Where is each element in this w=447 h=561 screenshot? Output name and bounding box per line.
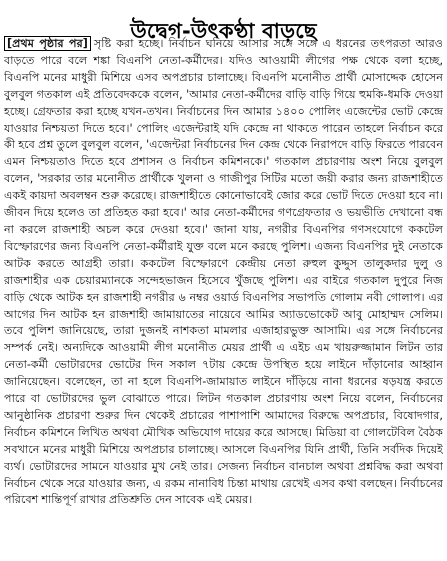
article-body-text: সৃষ্টি করা হচ্ছে। নির্বাচন ঘনিয়ে আসার সঙ্গে সঙ্গে এ ধরনের তৎপরতা আরও বাড়তে পারে বলে শঙ্কা বিএনপি নেতা-কর্মীদের। যদিও আওয়ামী লীগের পক্ষ থেকে বলা হচ্ছে, বিএনপি মনের মাধুরী মিশিয়ে এসব অপপ্রচার চালাচ্ছে। বিএনপি মনোনীত প্রার্থী মোসাদ্দেক হোসেন বুলবুল গতকাল এই প্রতিবেদককে বলেন, 'আমার নেতা-কর্মীদের বাড়ি বাড়ি গিয়ে হুমকি-ধমকি দেওয়া হচ্ছে। গ্রেফতার করা হচ্ছে যখন-তখন। নির্বাচনের দিন আমার ১৪০০ পোলিং এজেন্টের ভোট কেন্দ্রে যাওয়ার নিশ্চয়তা দিতে হবে।' পোলিং এজেন্টরাই যদি কেন্দ্রে না থাকতে পারেন তাহলে নির্বাচন করে কী হবে প্রশ্ন তুলে বুলবুল বলেন, 'এজেন্টরা নির্বাচনের দিন কেন্দ্র থেকে নিরাপদে বাড়ি ফিরতে পারবেন এমন নিশ্চয়তাও দিতে হবে প্রশাসন ও নির্বাচন কমিশনকে।' গতকাল প্রচারণায় অংশ নিয়ে বুলবুল বলেন, 'সরকার তার মনোনীত প্রার্থীকে খুলনা ও গাজীপুর সিটির মতো জয়ী করার জন্য রাজশাহীতে একই কায়দা অবলম্বন শুরু করেছে। রাজশাহীতে কোনোভাবেই জোর করে ভোট দিতে দেওয়া হবে না। জীবন দিয়ে হলেও তা প্রতিহত করা হবে।' আর নেতা-কর্মীদের গণগ্রেফতার ও ভয়ভীতি দেখানো বন্ধ না করলে রাজশাহী অচল করে দেওয়া হবে।' জানা যায়, নগরীর বিএনপির গণসংযোগে ককটেল বিস্ফোরণের জন্য বিএনপি নেতা-কর্মীরাই যুক্ত বলে মনে করছে পুলিশ। এজন্য বিএনপির দুই নেতাকে আটক করতে আগ্রহী তারা। ককটেল বিস্ফোরণে কেন্দ্রীয় নেতা রুহুল কুদ্দুস তালুকদার দুলু ও রাজশাহীর এক চেয়ারম্যানকে সন্দেহভাজন হিসেবে খুঁজছে পুলিশ। এর বাইরে গতকাল দুপুরে নিজ বাড়ি থেকে আটক হন রাজশাহী নগরীর ৬ নম্বর ওয়ার্ড বিএনপির সভাপতি গোলাম নবী গোলাপ। এর আগের দিন আটক হন রাজশাহী জামায়াতের নায়েবে আমির অ্যাডভোকেট আবু মোহাম্মদ সেলিম। তবে পুলিশ জানিয়েছে, তারা দুজনই নাশকতা মামলার এজাহারভুক্ত আসামি। এর সঙ্গে নির্বাচনের সম্পর্ক নেই। অন্যদিকে আওয়ামী লীগ মনোনীত মেয়র প্রার্থী এ এইচ এম খায়রুজ্জামান লিটন তার নেতা-কর্মী ভোটারদের ভোটের দিন সকাল ৭টায় কেন্দ্রে উপস্থিত হয়ে লাইনে দাঁড়ানোর আহ্বান জানিয়েছেন। বলেছেন, তা না হলে বিএনপি-জামায়াত লাইনে দাঁড়িয়ে নানা ধরনের ষড়যন্ত্র করতে পারে বা ভোটারদের ভুল বোঝাতে পারে। লিটন গতকাল প্রচারণায় অংশ নিয়ে বলেন, নির্বাচনের আনুষ্ঠানিক প্রচারণা শুরুর দিন থেকেই প্রচারের পাশাপাশি আমাদের বিরুদ্ধে অপপ্রচার, বিষোদগার, নির্বাচন কমিশনে লিখিত অথবা মৌখিক অভিযোগ দায়ের করে আসছে। মিডিয়া বা গোলটেবিল বৈঠক সবখানে মনের মাধুরী মিশিয়ে অপপ্রচার চালাচ্ছে। আসলে বিএনপির যিনি প্রার্থী, তিনি সর্বদিক দিয়েই ব্যর্থ। ভোটারদের সামনে যাওয়ার মুখ নেই তার। সেজন্য নির্বাচন বানচাল অথবা প্রশ্নবিদ্ধ করা অথবা নির্বাচন থেকে সরে যাওয়ার জন্য, এ রকম নানাবিধ চিন্তা মাথায় রেখেই এসব কথা বলছেন। নির্বাচনের পরিবেশ শান্তিপূর্ণ রাখার প্রতিশ্রুতি দেন সাবেক এই মেয়র।	[4, 37, 443, 507]
article-paragraph	[4, 36, 443, 509]
article-headline: উদ্বেগ-উৎকণ্ঠা বাড়ছে	[130, 19, 317, 44]
article-body	[4, 36, 443, 558]
continued-from-front-page-label: [প্রথম পৃষ্ঠার পর]	[4, 36, 91, 51]
